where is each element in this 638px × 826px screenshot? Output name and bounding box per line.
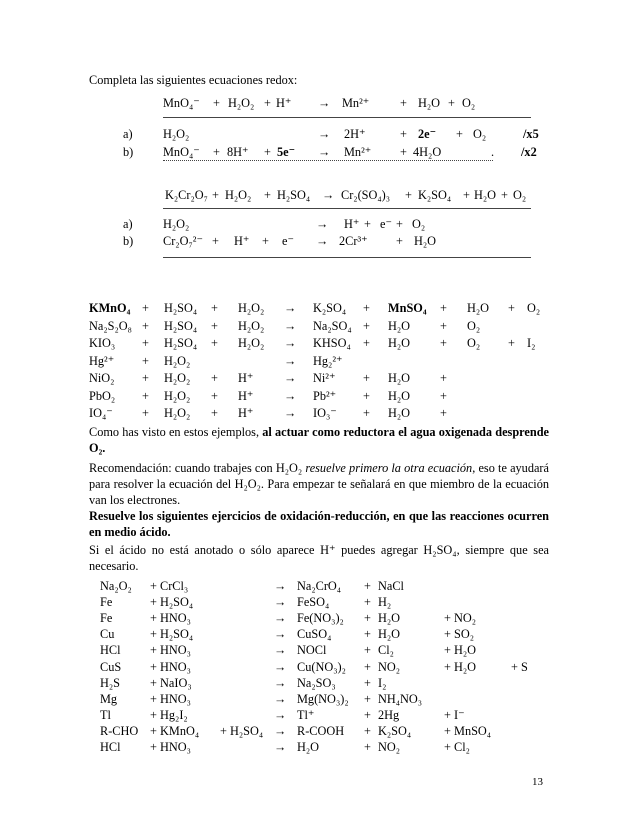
table1-cell: H₂O	[467, 301, 490, 315]
table1-cell: KIO₃	[89, 336, 116, 350]
eq2b-plus: +	[212, 234, 219, 248]
table2-cell: + HNO₃	[150, 740, 191, 754]
table1-cell: +	[211, 301, 218, 315]
table2-cell: + MnSO₄	[444, 723, 492, 738]
table1-cell: MnSO₄	[388, 301, 427, 315]
table1-cell: +	[363, 301, 370, 315]
table1-cell: O₂	[467, 336, 481, 350]
table2-cell: +	[364, 723, 371, 738]
eq1a-multiplier: /x5	[523, 127, 539, 141]
eq1-term: Mn²⁺	[342, 96, 370, 110]
eq2a-term: H⁺	[344, 217, 360, 231]
table2-cell: H₂O	[378, 627, 401, 642]
table2-cell: →	[274, 627, 287, 642]
eq2-arrow: →	[322, 188, 335, 202]
eq2-term: H₂O₂	[225, 188, 252, 202]
table1-cell: →	[284, 318, 297, 333]
eq2-term: H₂O	[474, 188, 497, 202]
table1-cell: Hg₂²⁺	[313, 353, 343, 368]
table1-cell: O₂	[527, 301, 541, 315]
table1-cell: →	[284, 388, 297, 403]
table2-cell: + NO₂	[444, 611, 477, 626]
table1-cell: H⁺	[238, 406, 254, 420]
table2-cell: →	[274, 707, 287, 722]
eq1-arrow: →	[318, 96, 331, 110]
table1-cell: +	[440, 318, 447, 333]
page-number: 13	[532, 776, 543, 788]
observation-paragraph	[89, 424, 549, 456]
eq2-term: K₂Cr₂O₇	[165, 188, 208, 202]
table2-cell: →	[274, 740, 287, 754]
table1-cell: IO₃⁻	[313, 406, 337, 420]
table1-cell: +	[142, 353, 149, 368]
table2-cell: + I⁻	[444, 707, 465, 722]
eq1b-plus: +	[400, 145, 407, 159]
table2-cell: →	[274, 723, 287, 738]
table1-cell: Ni²⁺	[313, 371, 336, 385]
table1-cell: H⁺	[238, 371, 254, 385]
eq2-term: Cr₂(SO₄)₃	[341, 188, 391, 202]
table2-cell: H₂O	[378, 611, 401, 626]
table2-cell: H₂	[378, 595, 392, 610]
eq1-plus: +	[264, 96, 271, 110]
instructions-heading: Completa las siguientes ecuaciones redox:	[89, 73, 298, 87]
table2-cell: + H₂O	[444, 659, 477, 674]
eq1-term: H₂O₂	[228, 96, 255, 110]
table2-cell: +	[364, 740, 371, 754]
eq2-term: H₂SO₄	[277, 188, 311, 202]
eq1a-term: O₂	[473, 127, 487, 141]
table1-cell: +	[363, 336, 370, 350]
eq2a-plus: +	[364, 217, 371, 231]
table1-cell: Pb²⁺	[313, 388, 337, 403]
answer-line	[163, 257, 531, 258]
eq1-plus: +	[448, 96, 455, 110]
eq2a-arrow: →	[316, 217, 329, 231]
table2-cell: Cu	[100, 627, 115, 642]
eq1b-multiplier: /x2	[521, 145, 537, 159]
table1-cell: +	[440, 371, 447, 385]
table1-cell: +	[211, 336, 218, 350]
table1-cell: +	[211, 371, 218, 385]
table1-cell: +	[440, 406, 447, 420]
table2-cell: + SO₂	[444, 627, 475, 642]
table1-cell: H₂SO₄	[164, 336, 198, 350]
table1-cell: Hg²⁺	[89, 353, 115, 368]
table2-cell: Tl	[100, 707, 111, 722]
table1-cell: I₂	[527, 336, 536, 350]
table1-cell: +	[142, 318, 149, 333]
table2-cell: NO₂	[378, 740, 401, 754]
divider-line	[163, 208, 531, 209]
table2-cell: HCl	[100, 740, 121, 754]
recommendation-emphasis: resuelve primero la otra ecuación	[305, 461, 473, 475]
table1-cell: +	[142, 371, 149, 385]
table1-cell: H₂O₂	[164, 388, 191, 403]
table2-cell: K₂SO₄	[378, 723, 412, 738]
table1-cell: +	[508, 301, 515, 315]
eq1-term: H⁺	[276, 96, 292, 110]
table2-cell: Tl⁺	[297, 707, 315, 722]
table1-cell: KMnO₄	[89, 301, 131, 315]
eq2-plus: +	[405, 188, 412, 202]
table1-cell: +	[211, 318, 218, 333]
table1-cell: +	[508, 336, 515, 350]
table2-cell: Na₂SO₃	[297, 675, 336, 690]
table2-cell: Mg(NO₃)₂	[297, 691, 349, 706]
table1-cell: H₂O₂	[238, 318, 265, 333]
table1-cell: H₂O₂	[164, 371, 191, 385]
eq1-term: MnO₄⁻	[163, 96, 200, 110]
table2-cell: +	[364, 611, 371, 626]
eq2b-plus: +	[262, 234, 269, 248]
table1-cell: O₂	[467, 318, 481, 333]
table2-cell: →	[274, 595, 287, 610]
table2-cell: Fe	[100, 611, 113, 626]
table2-cell: + HNO₃	[150, 691, 191, 706]
table2-cell: FeSO₄	[297, 595, 330, 610]
table1-cell: Na₂S₂O₈	[89, 318, 132, 333]
table1-cell: →	[284, 301, 297, 315]
eq1a-plus: +	[456, 127, 463, 141]
table2-cell: + CrCl₃	[150, 579, 189, 593]
table1-cell: +	[142, 336, 149, 350]
table2-cell: R-COOH	[297, 723, 345, 738]
acid-note-text: Si el ácido no está anotado o sólo aparece H⁺ puedes agregar H₂SO₄, siempre que sea necesario.	[89, 543, 549, 573]
table2-cell: Cl₂	[378, 643, 394, 658]
table1-cell: H₂SO₄	[164, 318, 198, 333]
answer-line	[163, 160, 493, 161]
table2-cell: H₂S	[100, 675, 121, 690]
table1-cell: H₂SO₄	[164, 301, 198, 315]
table1-cell: NiO₂	[89, 371, 115, 385]
eq1b-term: 4H₂O	[413, 145, 442, 159]
table1-cell: H₂O	[388, 388, 411, 403]
eq1b-arrow: →	[318, 145, 331, 159]
table1-cell: IO₄⁻	[89, 406, 113, 420]
table1-cell: H₂O₂	[238, 301, 265, 315]
table1-cell: Na₂SO₄	[313, 318, 352, 333]
eq1b-term: 8H⁺	[227, 145, 249, 159]
eq1b-electrons: 5e⁻	[277, 145, 296, 159]
table2-cell: + H₂O	[444, 643, 477, 658]
table1-cell: →	[284, 353, 297, 368]
table2-cell: Na₂O₂	[100, 579, 132, 593]
table2-cell: NOCl	[297, 643, 327, 658]
table2-cell: + KMnO₄	[150, 723, 200, 738]
table1-cell: +	[211, 388, 218, 403]
table2-cell: + HNO₃	[150, 611, 191, 626]
table2-cell: + H₂SO₄	[150, 595, 194, 610]
table1-cell: +	[363, 406, 370, 420]
table1-cell: H⁺	[238, 388, 254, 403]
table1-cell: K₂SO₄	[313, 301, 347, 315]
table2-cell: + Cl₂	[444, 740, 470, 754]
table2-cell: →	[274, 579, 287, 593]
table2-cell: →	[274, 659, 287, 674]
table1-cell: H₂O₂	[164, 353, 191, 368]
table2-cell: + NaIO₃	[150, 675, 192, 690]
table2-cell: Fe	[100, 595, 113, 610]
table2-cell: Cu(NO₃)₂	[297, 659, 346, 674]
eq2b-term: Cr₂O₇²⁻	[163, 234, 203, 248]
table2-cell: +	[364, 643, 371, 658]
table1-cell: H₂O	[388, 336, 411, 350]
table2-cell: + HNO₃	[150, 659, 191, 674]
exercise-instructions	[89, 508, 549, 540]
table1-cell: +	[142, 406, 149, 420]
recommendation-start: Recomendación: cuando trabajes con H₂O₂	[89, 461, 306, 475]
table2-cell: H₂O	[297, 740, 320, 754]
table2-cell: + Hg₂I₂	[150, 707, 188, 722]
table1-cell: +	[440, 336, 447, 350]
table1-cell: H₂O₂	[164, 406, 191, 420]
table1-cell: +	[142, 301, 149, 315]
table2-cell: + S	[511, 659, 528, 674]
table2-cell: NH₄NO₃	[378, 691, 423, 706]
table2-cell: +	[364, 627, 371, 642]
table1-cell: H₂O	[388, 318, 411, 333]
eq2-plus: +	[501, 188, 508, 202]
eq1-plus: +	[400, 96, 407, 110]
table2-cell: +	[364, 691, 371, 706]
table2-cell: CuS	[100, 659, 122, 674]
table1-cell: PbO₂	[89, 388, 116, 403]
eq1b-term: Mn²⁺	[344, 145, 372, 159]
eq1b-plus: +	[213, 145, 220, 159]
table2-cell: NO₂	[378, 659, 401, 674]
table2-cell: + H₂SO₄	[150, 627, 194, 642]
table2-cell: →	[274, 643, 287, 658]
half-reaction-label: a)	[123, 127, 133, 141]
table2-cell: + HNO₃	[150, 643, 191, 658]
table2-cell: +	[364, 707, 371, 722]
table2-cell: →	[274, 691, 287, 706]
eq2b-plus: +	[396, 234, 403, 248]
eq2a-term: O₂	[412, 217, 426, 231]
recommendation-paragraph	[89, 460, 549, 508]
eq2b-arrow: →	[316, 234, 329, 248]
table2-cell: + H₂SO₄	[220, 723, 264, 738]
table1-cell: +	[363, 388, 370, 403]
table1-cell: →	[284, 406, 297, 420]
table1-cell: +	[142, 388, 149, 403]
eq1-term: H₂O	[418, 96, 441, 110]
table2-cell: +	[364, 675, 371, 690]
eq2-term: O₂	[513, 188, 527, 202]
eq2a-term: H₂O₂	[163, 217, 190, 231]
table2-cell: I₂	[378, 675, 387, 690]
eq2-plus: +	[264, 188, 271, 202]
eq1a-plus: +	[400, 127, 407, 141]
table2-cell: +	[364, 659, 371, 674]
observation-text: Como has visto en estos ejemplos,	[89, 425, 263, 439]
table2-cell: +	[364, 579, 371, 593]
table1-cell: +	[363, 318, 370, 333]
eq2-plus: +	[212, 188, 219, 202]
table2-cell: R-CHO	[100, 723, 139, 738]
eq1a-term: 2H⁺	[344, 127, 366, 141]
table2-cell: CuSO₄	[297, 627, 332, 642]
half-reaction-label: a)	[123, 217, 133, 231]
half-reaction-label: b)	[123, 145, 134, 159]
eq2a-term: e⁻	[380, 217, 392, 231]
eq2b-term: e⁻	[282, 234, 294, 248]
table1-cell: H₂O	[388, 371, 411, 385]
table1-cell: →	[284, 371, 297, 385]
table1-cell: +	[211, 406, 218, 420]
table1-cell: →	[284, 336, 297, 350]
table2-cell: HCl	[100, 643, 121, 658]
eq2b-term: H₂O	[414, 234, 437, 248]
half-reaction-label: b)	[123, 234, 134, 248]
eq2b-term: H⁺	[234, 234, 250, 248]
observation-conclusion: al actuar como reductora el agua oxigenada desprende O₂.	[89, 425, 549, 455]
eq1b-dot: .	[491, 145, 495, 159]
table2-cell: NaCl	[378, 579, 404, 593]
table1-cell: +	[440, 388, 447, 403]
exercise-instructions-text: Resuelve los siguientes ejercicios de oxidación-reducción, en que las reacciones ocurren en medio ácido.	[89, 509, 549, 539]
table2-cell: Na₂CrO₄	[297, 579, 342, 593]
table1-cell: +	[440, 301, 447, 315]
table2-cell: →	[274, 611, 287, 626]
eq2a-plus: +	[396, 217, 403, 231]
eq1-term: O₂	[462, 96, 476, 110]
eq2-plus: +	[463, 188, 470, 202]
table1-cell: KHSO₄	[313, 336, 351, 350]
table1-cell: H₂O	[388, 406, 411, 420]
table2-cell: +	[364, 595, 371, 610]
table2-cell: →	[274, 675, 287, 690]
eq2-term: K₂SO₄	[418, 188, 452, 202]
table2-cell: Mg	[100, 691, 118, 706]
eq1a-arrow: →	[318, 127, 331, 141]
eq1-plus: +	[213, 96, 220, 110]
recommendation-end: , eso te ayudará para resolver la ecuación del H₂O₂. Para empezar te señalará en que miembro de la ecuación van los electrones.	[89, 461, 549, 507]
table1-cell: H₂O₂	[238, 336, 265, 350]
acid-note-paragraph	[89, 542, 549, 574]
divider-line	[163, 117, 531, 118]
eq2b-term: 2Cr³⁺	[339, 234, 368, 248]
eq1b-plus: +	[264, 145, 271, 159]
eq1b-term: MnO₄⁻	[163, 145, 200, 159]
table2-cell: Fe(NO₃)₂	[297, 611, 344, 626]
table2-cell: 2Hg	[378, 707, 400, 722]
eq1a-term: H₂O₂	[163, 127, 190, 141]
table1-cell: +	[363, 371, 370, 385]
eq1a-electrons: 2e⁻	[418, 127, 437, 141]
